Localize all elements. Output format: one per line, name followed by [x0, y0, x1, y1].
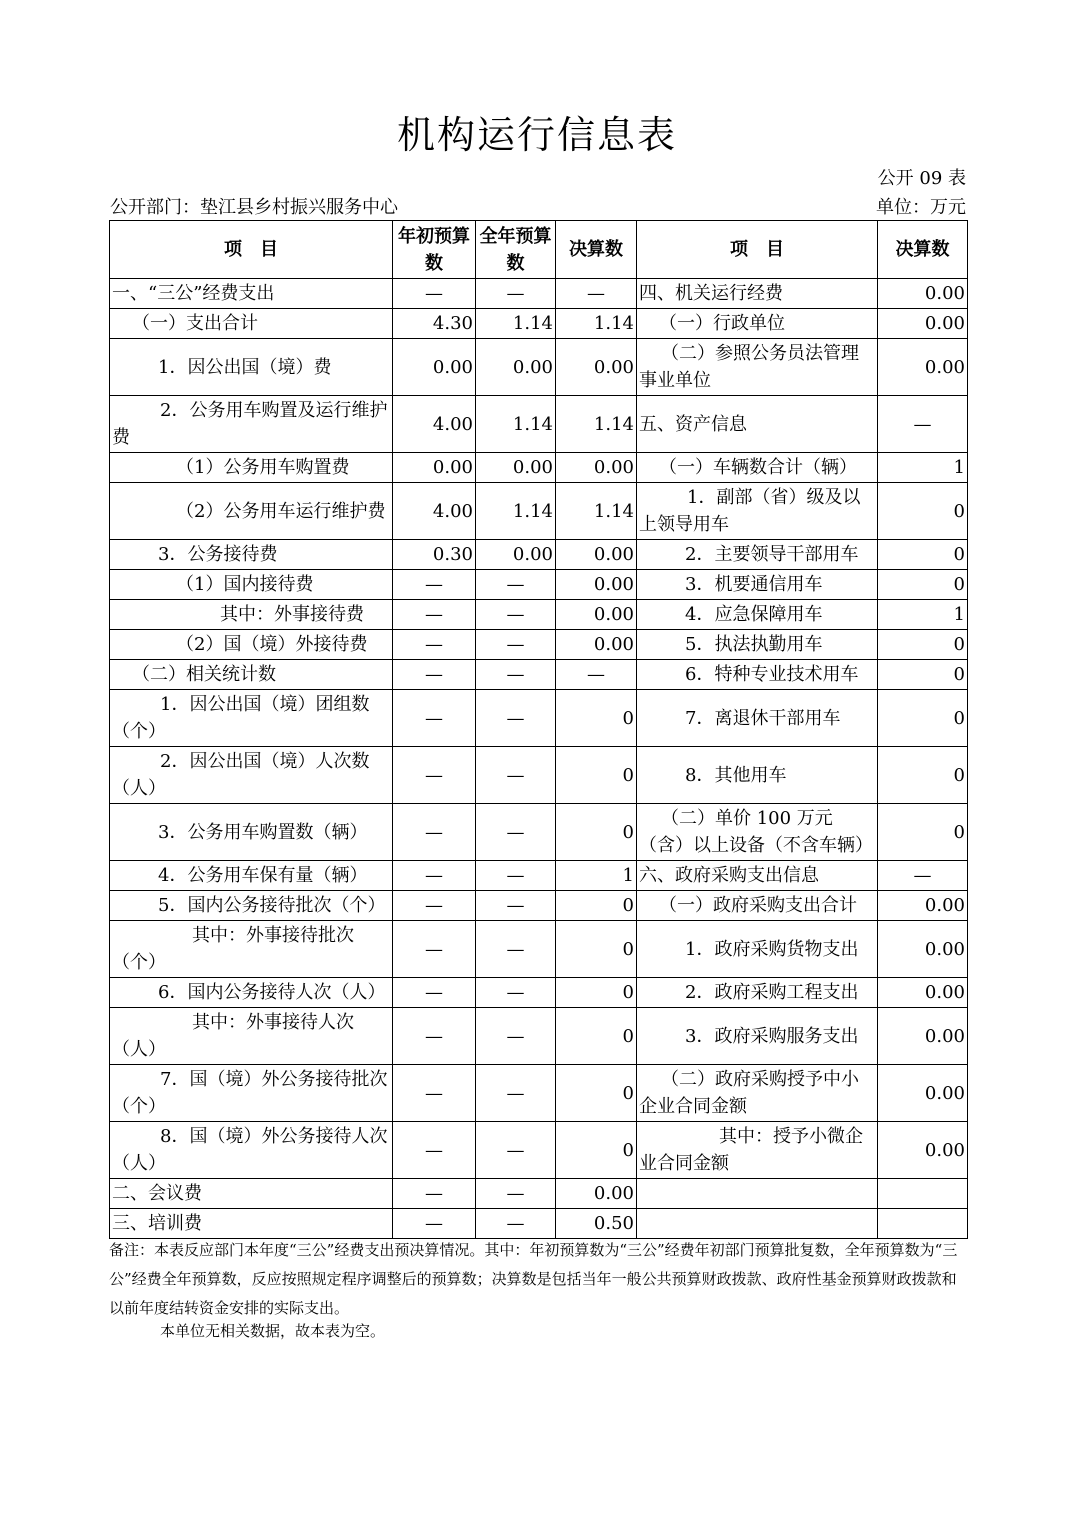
right-item-label: （二）单价 100 万元（含）以上设备（不含车辆） — [637, 804, 878, 861]
row-label: （1）公务用车购置费 — [110, 453, 393, 483]
table-row — [110, 279, 968, 309]
row-label: 8．国（境）外公务接待人次（人） — [110, 1122, 393, 1179]
row-label: 7．国（境）外公务接待批次（个） — [110, 1065, 393, 1122]
final-cell: 0.00 — [556, 630, 637, 660]
row-label: 其中：外事接待费 — [110, 600, 393, 630]
full-year-budget-cell: — — [476, 921, 556, 978]
table-row — [110, 630, 968, 660]
right-item-label: 其中：授予小微企业合同金额 — [637, 1122, 878, 1179]
unit-label: 单位：万元 — [876, 197, 966, 218]
department-label: 公开部门：垫江县乡村振兴服务中心 — [110, 197, 398, 218]
right-final-cell: 0.00 — [878, 921, 968, 978]
header-full-year-budget: 全年预算数 — [476, 221, 556, 279]
final-cell: 1 — [556, 861, 637, 891]
table-header-row — [110, 221, 968, 279]
full-year-budget-cell: — — [476, 600, 556, 630]
right-final-cell: 0 — [878, 540, 968, 570]
right-item-label: 3．政府采购服务支出 — [637, 1008, 878, 1065]
right-item-label: 五、资产信息 — [637, 396, 878, 453]
final-cell: 0 — [556, 978, 637, 1008]
table-row — [110, 1179, 968, 1209]
full-year-budget-cell: — — [476, 570, 556, 600]
right-final-cell — [878, 1209, 968, 1239]
initial-budget-cell: — — [393, 978, 476, 1008]
row-label: 4．公务用车保有量（辆） — [110, 861, 393, 891]
right-item-label: 3．机要通信用车 — [637, 570, 878, 600]
page-title: 机构运行信息表 — [396, 113, 677, 157]
row-label: 1．因公出国（境）团组数（个） — [110, 690, 393, 747]
right-final-cell: — — [878, 396, 968, 453]
full-year-budget-cell: — — [476, 630, 556, 660]
full-year-budget-cell: — — [476, 660, 556, 690]
right-item-label: 1．政府采购货物支出 — [637, 921, 878, 978]
row-label: 6．国内公务接待人次（人） — [110, 978, 393, 1008]
row-label: （2）公务用车运行维护费 — [110, 483, 393, 540]
right-final-cell: 0 — [878, 630, 968, 660]
right-item-label: 4．应急保障用车 — [637, 600, 878, 630]
right-final-cell: 0 — [878, 804, 968, 861]
row-label: 3．公务接待费 — [110, 540, 393, 570]
right-item-label: 7．离退休干部用车 — [637, 690, 878, 747]
final-cell: 0 — [556, 804, 637, 861]
initial-budget-cell: — — [393, 1209, 476, 1239]
row-label: 其中：外事接待人次（人） — [110, 1008, 393, 1065]
table-row — [110, 309, 968, 339]
full-year-budget-cell: — — [476, 1065, 556, 1122]
full-year-budget-cell: — — [476, 861, 556, 891]
initial-budget-cell: 0.30 — [393, 540, 476, 570]
right-item-label: 6．特种专业技术用车 — [637, 660, 878, 690]
row-label: （2）国（境）外接待费 — [110, 630, 393, 660]
initial-budget-cell: 4.00 — [393, 483, 476, 540]
final-cell: 0.50 — [556, 1209, 637, 1239]
final-cell: 0 — [556, 921, 637, 978]
initial-budget-cell: — — [393, 1065, 476, 1122]
full-year-budget-cell: — — [476, 1122, 556, 1179]
right-item-label: 四、机关运行经费 — [637, 279, 878, 309]
right-final-cell: 0.00 — [878, 891, 968, 921]
right-item-label: 8．其他用车 — [637, 747, 878, 804]
table-row — [110, 747, 968, 804]
initial-budget-cell: — — [393, 891, 476, 921]
initial-budget-cell: — — [393, 1179, 476, 1209]
right-final-cell: 0.00 — [878, 1008, 968, 1065]
row-label: （1）国内接待费 — [110, 570, 393, 600]
final-cell: 0.00 — [556, 570, 637, 600]
right-item-label: 1．副部（省）级及以上领导用车 — [637, 483, 878, 540]
full-year-budget-cell: — — [476, 1179, 556, 1209]
row-label: 3．公务用车购置数（辆） — [110, 804, 393, 861]
right-item-label: （一）车辆数合计（辆） — [637, 453, 878, 483]
full-year-budget-cell: 1.14 — [476, 309, 556, 339]
empty-data-note: 本单位无相关数据，故本表为空。 — [160, 1322, 386, 1340]
final-cell: 0.00 — [556, 1179, 637, 1209]
full-year-budget-cell: — — [476, 279, 556, 309]
initial-budget-cell: 0.00 — [393, 453, 476, 483]
initial-budget-cell: — — [393, 861, 476, 891]
initial-budget-cell: — — [393, 1008, 476, 1065]
table-row — [110, 660, 968, 690]
row-label: 1．因公出国（境）费 — [110, 339, 393, 396]
final-cell: 0 — [556, 1122, 637, 1179]
table-row — [110, 891, 968, 921]
final-cell: 0.00 — [556, 600, 637, 630]
table-row — [110, 921, 968, 978]
initial-budget-cell: 0.00 — [393, 339, 476, 396]
final-cell: 0.00 — [556, 540, 637, 570]
header-initial-budget: 年初预算数 — [393, 221, 476, 279]
table-row — [110, 453, 968, 483]
initial-budget-cell: — — [393, 630, 476, 660]
initial-budget-cell: 4.30 — [393, 309, 476, 339]
right-item-label — [637, 1179, 878, 1209]
header-item: 项 目 — [110, 221, 393, 279]
header-item-right: 项 目 — [637, 221, 878, 279]
final-cell: 1.14 — [556, 309, 637, 339]
row-label: （二）相关统计数 — [110, 660, 393, 690]
form-number: 公开 09 表 — [877, 168, 966, 189]
final-cell: 0 — [556, 891, 637, 921]
right-final-cell: 0 — [878, 660, 968, 690]
full-year-budget-cell: 0.00 — [476, 453, 556, 483]
final-cell: — — [556, 660, 637, 690]
right-final-cell: 1 — [878, 453, 968, 483]
right-final-cell: 0 — [878, 570, 968, 600]
full-year-budget-cell: 0.00 — [476, 540, 556, 570]
row-label: （一）支出合计 — [110, 309, 393, 339]
table-row — [110, 1065, 968, 1122]
initial-budget-cell: — — [393, 921, 476, 978]
initial-budget-cell: — — [393, 690, 476, 747]
row-label: 2．因公出国（境）人次数（人） — [110, 747, 393, 804]
table-row — [110, 540, 968, 570]
row-label: 2．公务用车购置及运行维护费 — [110, 396, 393, 453]
table-row — [110, 483, 968, 540]
table-row — [110, 339, 968, 396]
final-cell: 0.00 — [556, 339, 637, 396]
right-final-cell: 0 — [878, 483, 968, 540]
final-cell: 1.14 — [556, 396, 637, 453]
table-row — [110, 1008, 968, 1065]
initial-budget-cell: — — [393, 570, 476, 600]
right-final-cell: 0.00 — [878, 978, 968, 1008]
right-item-label: （二）政府采购授予中小企业合同金额 — [637, 1065, 878, 1122]
right-item-label: 2．政府采购工程支出 — [637, 978, 878, 1008]
info-table — [109, 220, 968, 1239]
right-final-cell: 0.00 — [878, 1122, 968, 1179]
row-label: 一、“三公”经费支出 — [110, 279, 393, 309]
final-cell: 0.00 — [556, 453, 637, 483]
row-label: 5．国内公务接待批次（个） — [110, 891, 393, 921]
full-year-budget-cell: — — [476, 747, 556, 804]
full-year-budget-cell: — — [476, 804, 556, 861]
footnote: 备注：本表反应部门本年度“三公”经费支出预决算情况。其中：年初预算数为“三公”经费年初部门预算批复数，全年预算数为“三公”经费全年预算数，反应按照规定程序调整后的预算数；决算数是包括当年一般公共预算财政拨款、政府性基金预算财政拨款和以前年度结转资金安排的实际支出。 — [109, 1241, 958, 1317]
row-label: 其中：外事接待批次（个） — [110, 921, 393, 978]
table-row — [110, 600, 968, 630]
right-final-cell: 0.00 — [878, 339, 968, 396]
header-final: 决算数 — [556, 221, 637, 279]
initial-budget-cell: — — [393, 279, 476, 309]
full-year-budget-cell: — — [476, 891, 556, 921]
right-final-cell: 0 — [878, 690, 968, 747]
full-year-budget-cell: — — [476, 978, 556, 1008]
full-year-budget-cell: — — [476, 1209, 556, 1239]
table-row — [110, 396, 968, 453]
right-item-label: 2．主要领导干部用车 — [637, 540, 878, 570]
row-label: 二、会议费 — [110, 1179, 393, 1209]
initial-budget-cell: — — [393, 1122, 476, 1179]
final-cell: 1.14 — [556, 483, 637, 540]
final-cell: 0 — [556, 747, 637, 804]
initial-budget-cell: — — [393, 600, 476, 630]
right-final-cell: 0 — [878, 747, 968, 804]
right-item-label: （一）行政单位 — [637, 309, 878, 339]
final-cell: 0 — [556, 1065, 637, 1122]
table-row — [110, 1209, 968, 1239]
full-year-budget-cell: 1.14 — [476, 483, 556, 540]
header-final-right: 决算数 — [878, 221, 968, 279]
initial-budget-cell: 4.00 — [393, 396, 476, 453]
right-final-cell: 0.00 — [878, 309, 968, 339]
right-final-cell: 1 — [878, 600, 968, 630]
table-row — [110, 1122, 968, 1179]
final-cell: 0 — [556, 690, 637, 747]
full-year-budget-cell: 1.14 — [476, 396, 556, 453]
full-year-budget-cell: — — [476, 690, 556, 747]
right-item-label — [637, 1209, 878, 1239]
full-year-budget-cell: — — [476, 1008, 556, 1065]
table-row — [110, 690, 968, 747]
final-cell: — — [556, 279, 637, 309]
table-row — [110, 570, 968, 600]
final-cell: 0 — [556, 1008, 637, 1065]
right-item-label: 5．执法执勤用车 — [637, 630, 878, 660]
right-final-cell — [878, 1179, 968, 1209]
right-final-cell: 0.00 — [878, 1065, 968, 1122]
table-row — [110, 978, 968, 1008]
right-final-cell: — — [878, 861, 968, 891]
right-final-cell: 0.00 — [878, 279, 968, 309]
row-label: 三、培训费 — [110, 1209, 393, 1239]
table-row — [110, 861, 968, 891]
initial-budget-cell: — — [393, 747, 476, 804]
right-item-label: 六、政府采购支出信息 — [637, 861, 878, 891]
right-item-label: （二）参照公务员法管理事业单位 — [637, 339, 878, 396]
table-row — [110, 804, 968, 861]
full-year-budget-cell: 0.00 — [476, 339, 556, 396]
initial-budget-cell: — — [393, 660, 476, 690]
right-item-label: （一）政府采购支出合计 — [637, 891, 878, 921]
initial-budget-cell: — — [393, 804, 476, 861]
